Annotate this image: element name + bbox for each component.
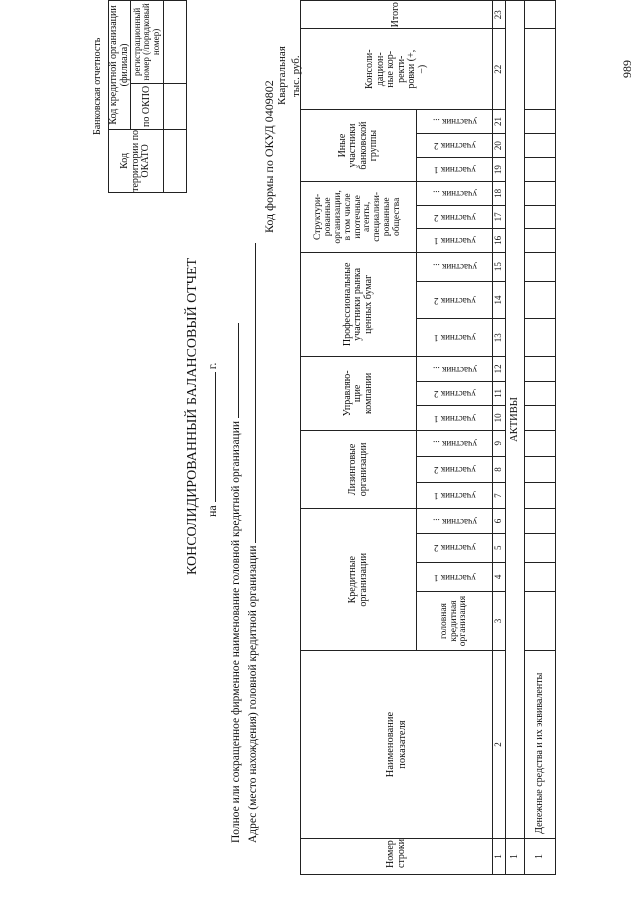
col-number: 6	[493, 509, 506, 533]
col-number: 20	[493, 134, 506, 158]
group-consolidation: Консоли-дацион-ные кор-ректи-ровки (+,−)	[301, 29, 493, 110]
group-other: Иные участники банковской группы	[301, 109, 417, 181]
bank-reporting-label: Банковская отчетность	[92, 37, 103, 135]
data-cell[interactable]	[525, 134, 556, 158]
col-number: 7	[493, 483, 506, 509]
col-number: 1	[493, 838, 506, 874]
okato-value	[164, 129, 187, 192]
participant-header: участник ...	[417, 509, 493, 533]
data-cell[interactable]	[525, 182, 556, 205]
section-label: АКТИВЫ	[506, 1, 525, 839]
address-label: Адрес (место нахождения) головной кредитной организации	[247, 545, 259, 843]
participant-header: участник 1	[417, 406, 493, 430]
data-cell[interactable]	[525, 509, 556, 533]
data-cell[interactable]	[525, 1, 556, 29]
group-leasing: Лизинговые организации	[301, 430, 417, 509]
form-period: Квартальная	[276, 46, 288, 105]
col-number: 22	[493, 29, 506, 110]
participant-header: участник ...	[417, 357, 493, 381]
col-number: 8	[493, 456, 506, 482]
col-number: 2	[493, 651, 506, 839]
reg-number-cell: регистрационный номер (/порядковый номер)	[131, 1, 164, 84]
group-credit-orgs: Кредитные организации	[301, 509, 417, 651]
data-cell[interactable]	[525, 483, 556, 509]
col-number: 18	[493, 182, 506, 205]
data-cell[interactable]	[525, 357, 556, 381]
participant-header: участник 1	[417, 483, 493, 509]
address-blank[interactable]	[255, 243, 256, 543]
group-management: Управляю-щие компании	[301, 357, 417, 430]
data-cell[interactable]	[525, 29, 556, 110]
data-cell[interactable]	[525, 281, 556, 319]
data-cell[interactable]	[525, 591, 556, 650]
col-number: 5	[493, 533, 506, 562]
participant-header: участник 2	[417, 281, 493, 319]
form-units: тыс. руб.	[290, 55, 302, 97]
data-cell[interactable]	[525, 381, 556, 405]
section-num: 1	[506, 838, 525, 874]
form-code: Код формы по ОКУД 0409802	[262, 80, 276, 233]
col-number: 11	[493, 381, 506, 405]
data-cell[interactable]	[525, 456, 556, 482]
report-title: КОНСОЛИДИРОВАННЫЙ БАЛАНСОВЫЙ ОТЧЕТ	[185, 257, 200, 575]
group-total: Итого	[301, 1, 493, 29]
participant-header: участник 1	[417, 562, 493, 591]
col-number: 10	[493, 406, 506, 430]
data-cell[interactable]	[525, 406, 556, 430]
data-cell[interactable]	[525, 252, 556, 281]
okato-cell: Код территории по ОКАТО	[109, 129, 164, 192]
page-number: 989	[620, 60, 634, 78]
address-line	[247, 243, 259, 843]
okpo-cell: по ОКПО	[131, 83, 164, 129]
data-cell[interactable]	[525, 533, 556, 562]
row-num-header: Номер строки	[301, 838, 493, 874]
group-structured: Структури-рованные организации, в том числе ипотечные агенты, специализи-рованные общества	[301, 182, 417, 252]
participant-header: участник 2	[417, 533, 493, 562]
participant-header: участник ...	[417, 252, 493, 281]
full-name-blank[interactable]	[238, 323, 239, 418]
full-name-line	[230, 323, 242, 843]
data-cell[interactable]	[525, 158, 556, 182]
participant-header: участник ...	[417, 109, 493, 133]
participant-header: участник 2	[417, 456, 493, 482]
col-number: 19	[493, 158, 506, 182]
col-number: 21	[493, 109, 506, 133]
okpo-value	[164, 83, 187, 129]
participant-header: участник 2	[417, 205, 493, 228]
column-number-row	[493, 1, 506, 875]
data-cell[interactable]	[525, 109, 556, 133]
data-cell[interactable]	[525, 430, 556, 456]
data-cell[interactable]	[525, 319, 556, 357]
report-date-blank[interactable]	[215, 372, 216, 502]
col-number: 17	[493, 205, 506, 228]
balance-table	[300, 0, 556, 875]
report-date-prefix: на	[205, 505, 219, 517]
row-label: Денежные средства и их эквиваленты	[525, 651, 556, 839]
data-cell[interactable]	[525, 205, 556, 228]
participant-header: участник 1	[417, 229, 493, 252]
col-number: 15	[493, 252, 506, 281]
indicator-header: Наименование показателя	[301, 651, 493, 839]
participant-header: участник 2	[417, 381, 493, 405]
col-number: 13	[493, 319, 506, 357]
participant-header: участник ...	[417, 430, 493, 456]
col-number: 9	[493, 430, 506, 456]
head-credit-org-header: головная кредитная организация	[417, 591, 493, 650]
col-number: 23	[493, 1, 506, 29]
participant-header: участник 2	[417, 134, 493, 158]
col-number: 12	[493, 357, 506, 381]
row-num: 1	[525, 838, 556, 874]
group-securities: Профессиональные участники рынка ценных бумаг	[301, 252, 417, 357]
full-name-label: Полное или сокращенное фирменное наименование головной кредитной организации	[230, 420, 242, 843]
data-cell[interactable]	[525, 562, 556, 591]
participant-header: участник 1	[417, 158, 493, 182]
col-number: 14	[493, 281, 506, 319]
data-cell[interactable]	[525, 229, 556, 252]
reg-number-value	[164, 1, 187, 84]
participant-header: участник 1	[417, 319, 493, 357]
participant-header: участник ...	[417, 182, 493, 205]
code-credit-org-cell: Код кредитной организации (филиала)	[109, 1, 131, 130]
report-date-suffix: г.	[205, 362, 219, 370]
section-row-assets	[506, 1, 525, 875]
table-row	[525, 1, 556, 875]
col-number: 4	[493, 562, 506, 591]
code-table	[108, 0, 187, 193]
col-number: 3	[493, 591, 506, 650]
col-number: 16	[493, 229, 506, 252]
report-date-line	[205, 363, 220, 517]
